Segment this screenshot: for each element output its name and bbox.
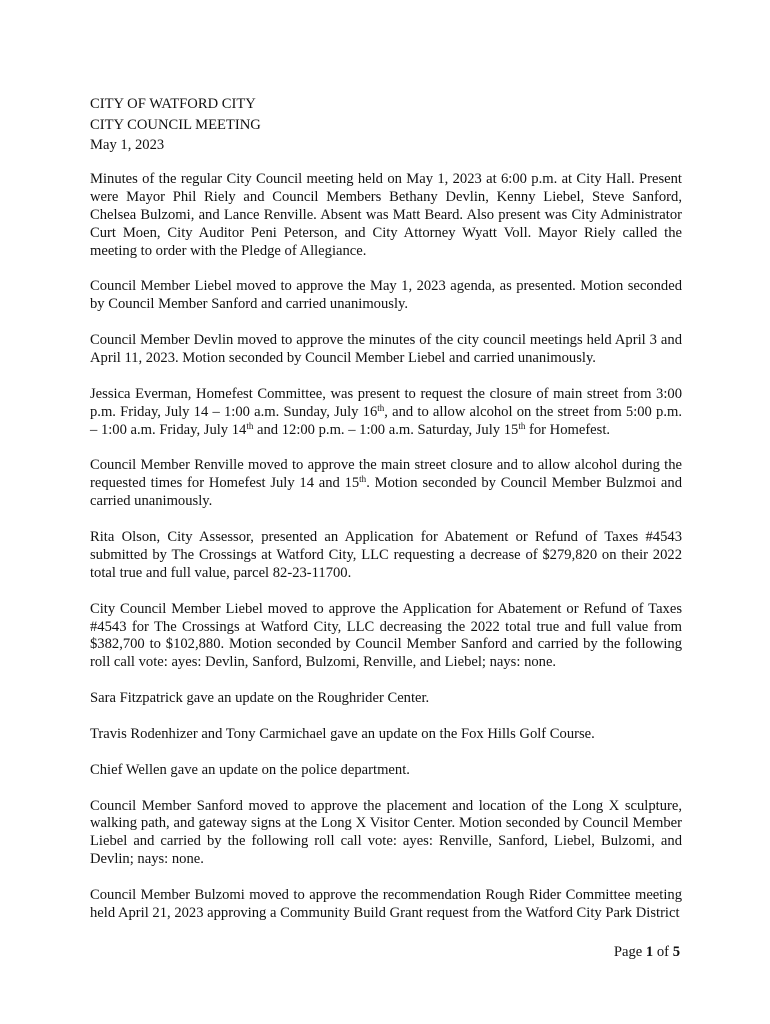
paragraph-golf-update: Travis Rodenhizer and Tony Carmichael gave an update on the Fox Hills Golf Course. [90, 725, 595, 742]
text-segment: for Homefest. [525, 421, 611, 438]
paragraph-police-update: Chief Wellen gave an update on the police department. [90, 761, 410, 778]
paragraph-minutes-motion: Council Member Devlin moved to approve the minutes of the city council meetings held April 3 and April 11, 2023. Motion seconded by Council Member Liebel and carried unanimously. [90, 332, 682, 367]
meeting-title: CITY COUNCIL MEETING [90, 116, 261, 133]
text-segment: Jessica Everman, Homefest Committee, was present to request the closure of main street from 3:00 p.m. Friday, July 14 – 1:00 a.m. Sunday, July 16 [90, 385, 682, 420]
page-total: 5 [672, 944, 680, 960]
ordinal-suffix: th [246, 420, 254, 431]
ordinal-suffix: th [359, 474, 367, 485]
text-segment: , and to allow alcohol on the street from 5:00 p.m. – 1:00 a.m. Friday, July 14 [90, 403, 683, 438]
minutes-body [90, 171, 682, 941]
meeting-date: May 1, 2023 [90, 137, 165, 153]
ordinal-suffix: th [518, 420, 526, 431]
paragraph-abatement-motion: City Council Member Liebel moved to approve the Application for Abatement or Refund of Taxes #4543 for The Crossings at Watford City, LLC decreasing the 2022 total true and full value from $382,700 to $102,880. Motion seconded by Council Member Sanford and carried by the following roll call vote: ayes: Devlin, Sanford, Bulzomi, Renville, and Liebel; nays: none. [90, 600, 682, 671]
paragraph-abatement-application: Rita Olson, City Assessor, presented an Application for Abatement or Refund of Taxes #4543 submitted by The Crossings at Watford City, LLC requesting a decrease of $279,820 on their 2022 total true and full value, parcel 82-23-11700. [90, 529, 682, 581]
page-label: Page [613, 944, 643, 960]
paragraph-agenda-motion: Council Member Liebel moved to approve the May 1, 2023 agenda, as presented. Motion seconded by Council Member Sanford and carried unanimously. [90, 278, 682, 313]
city-name: CITY OF WATFORD CITY [90, 96, 256, 112]
paragraph-sculpture-motion: Council Member Sanford moved to approve the placement and location of the Long X sculpture, walking path, and gateway signs at the Long X Visitor Center. Motion seconded by Council Member Liebel and carried by the following roll call vote: ayes: Renville, Sanford, Liebel, Bulzomi, and Devlin; nays: none. [90, 797, 682, 868]
ordinal-suffix: th [377, 402, 385, 413]
page-number-footer [614, 944, 680, 961]
text-segment: and 12:00 p.m. – 1:00 a.m. Saturday, July 15 [253, 421, 519, 438]
paragraph-homefest-request [90, 386, 682, 440]
text-segment: Council Member Renville moved to approve the main street closure and to allow alcohol during the requested times for Homefest July 14 and 15 [90, 457, 682, 492]
page-number: 1 [645, 944, 654, 960]
of-label: of [656, 944, 670, 960]
paragraph-roughrider-update: Sara Fitzpatrick gave an update on the Roughrider Center. [90, 690, 430, 707]
paragraph-grant-motion: Council Member Bulzomi moved to approve the recommendation Rough Rider Committee meeting held April 21, 2023 approving a Community Build Grant request from the Watford City Park District [90, 887, 682, 921]
document-header [90, 94, 261, 156]
paragraph-attendance: Minutes of the regular City Council meeting held on May 1, 2023 at 6:00 p.m. at City Hall. Present were Mayor Phil Riely and Council Members Bethany Devlin, Kenny Liebel, Steve Sanford, Chelsea Bulzomi, and Lance Renville. Absent was Matt Beard. Also present was City Administrator Curt Moen, City Auditor Peni Peterson, and City Attorney Wyatt Voll. Mayor Riely called the meeting to order with the Pledge of Allegiance. [90, 171, 682, 259]
text-segment: . Motion seconded by Council Member Bulzmoi and carried unanimously. [90, 475, 682, 510]
paragraph-street-closure-motion [90, 457, 682, 511]
